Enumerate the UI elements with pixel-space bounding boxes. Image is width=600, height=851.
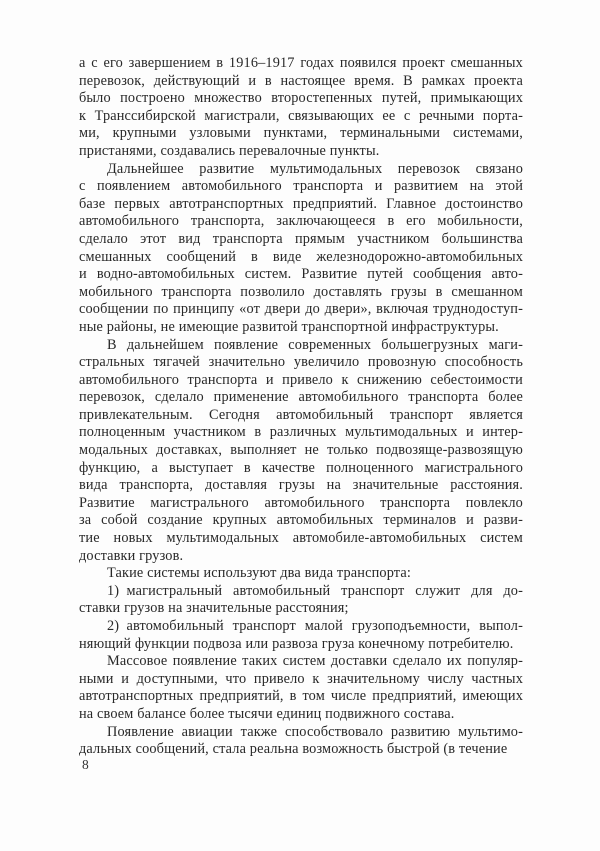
text-line: автомобильного транспорта, заключающееся в его мобильности,: [79, 213, 523, 230]
text-line: тие новых мультимодальных автомобиле-автомобильных систем: [79, 530, 523, 547]
text-line: базе первых автотранспортных предприятий. Главное достоинство: [79, 195, 523, 212]
paragraph: [79, 337, 523, 566]
text-line: за собой создание крупных автомобильных терминалов и разви-: [79, 512, 523, 529]
text-line: смешанных сообщений в виде железнодорожно-автомобильных: [79, 248, 523, 265]
paragraph: [79, 161, 523, 337]
text-line: В дальнейшем появление современных большегрузных маги-: [107, 336, 523, 353]
text-line: Такие системы используют два вида транспорта:: [107, 565, 411, 582]
text-line: функцию, а выступает в качестве полноценного магистрального: [79, 459, 523, 476]
text-line: пристанями, создавались перевалочные пункты.: [79, 142, 380, 159]
text-line: автотранспортных предприятий, в том числе предприятий, имеющих: [79, 688, 523, 705]
text-line: автомобильного транспорта и привело к снижению себестоимости: [79, 371, 523, 388]
page-number: 8: [82, 757, 89, 772]
text-line: мобильного транспорта позволило доставлять грузы в смешанном: [79, 283, 523, 300]
text-line: к Транссибирской магистрали, связывающих ее с речными порта-: [79, 107, 523, 124]
text-line: ные районы, не имеющие развитой транспортной инфраструктуры.: [79, 318, 499, 335]
text-line: Дальнейшее развитие мультимодальных перевозок связано: [107, 160, 523, 177]
text-line: ставки грузов на значительные расстояния;: [79, 600, 349, 617]
text-line: Массовое появление таких систем доставки сделало их популяр-: [107, 653, 523, 670]
text-line: стральных тягачей значительно увеличило провозную способность: [79, 354, 523, 371]
text-line: полноценным участником в различных мультимодальных и интер-: [79, 424, 523, 441]
paragraph: [79, 618, 523, 653]
text-line: Развитие магистрального автомобильного транспорта повлекло: [79, 494, 523, 511]
text-line: было построено множество второстепенных путей, примыкающих: [79, 90, 523, 107]
text-line: 2) автомобильный транспорт малой грузоподъемности, выпол-: [107, 618, 523, 634]
text-line: ными и доступными, что привело к значительному числу частных: [79, 670, 523, 687]
text-line: с появлением автомобильного транспорта и развитием на этой: [79, 178, 523, 195]
text-line: модальных доставках, выполняет не только подвозяще-развозящую: [79, 442, 523, 459]
paragraph: [79, 55, 523, 161]
text-line: доставки грузов.: [79, 547, 184, 564]
text-line: перевозок, действующий и в настоящее время. В рамках проекта: [79, 72, 523, 89]
text-line: на своем балансе более тысячи единиц подвижного состава.: [79, 705, 455, 722]
text-line: няющий функции подвоза или развоза груза конечному потребителю.: [79, 635, 514, 652]
text-line: ми, крупными узловыми пунктами, терминальными системами,: [79, 125, 523, 142]
text-line: сделало этот вид транспорта прямым участником большинства: [79, 230, 523, 247]
body-text: [79, 55, 523, 759]
paragraph: [79, 724, 523, 759]
text-line: привлекательным. Сегодня автомобильный транспорт является: [79, 406, 523, 423]
text-line: 1) магистральный автомобильный транспорт служит для до-: [107, 582, 523, 599]
text-line: дальных сообщений, стала реальна возможность быстрой (в течение: [79, 741, 508, 758]
text-line: перевозок, сделало применение автомобильного транспорта более: [79, 389, 523, 406]
text-line: сообщении по принципу «от двери до двери», включая труднодоступ-: [79, 301, 523, 318]
paragraph: [79, 653, 523, 723]
text-line: и водно-автомобильных систем. Развитие путей сообщения авто-: [79, 266, 523, 283]
text-line: Появление авиации также способствовало развитию мультимо-: [107, 723, 523, 740]
text-line: а с его завершением в 1916–1917 годах появился проект смешанных: [79, 55, 523, 71]
paragraph: [79, 583, 523, 618]
paragraph: [79, 565, 523, 583]
text-line: вида транспорта, доставляя грузы на значительные расстояния.: [79, 477, 523, 494]
